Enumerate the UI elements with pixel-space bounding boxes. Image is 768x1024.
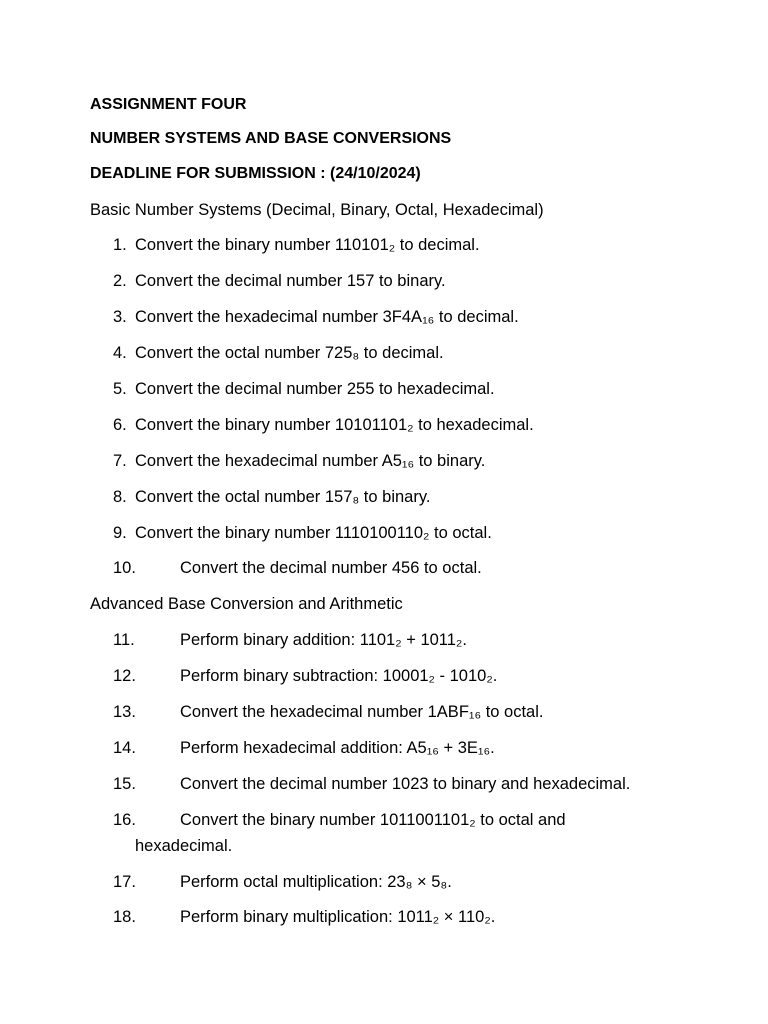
item-text: Convert the binary number 1011001101₂ to octal and: [180, 811, 566, 829]
item-text: Convert the hexadecimal number 3F4A₁₆ to decimal.: [135, 308, 519, 326]
item-number: 1.: [113, 236, 127, 254]
item-number: 10.: [113, 559, 136, 577]
item-number: 6.: [113, 416, 127, 434]
item-number: 13.: [113, 703, 136, 721]
item-text: Perform hexadecimal addition: A5₁₆ + 3E₁₆.: [180, 739, 495, 757]
item-text: Convert the decimal number 157 to binary.: [135, 272, 446, 290]
assignment-subtitle: NUMBER SYSTEMS AND BASE CONVERSIONS: [90, 130, 452, 147]
item-number: 4.: [113, 344, 127, 362]
item-number: 5.: [113, 380, 127, 398]
assignment-title: ASSIGNMENT FOUR: [90, 96, 247, 113]
item-number: 15.: [113, 775, 136, 793]
item-text: Convert the binary number 110101₂ to decimal.: [135, 236, 480, 254]
item-number: 17.: [113, 873, 136, 891]
item-text: Perform binary addition: 1101₂ + 1011₂.: [180, 631, 467, 649]
item-number: 14.: [113, 739, 136, 757]
item-text: Convert the hexadecimal number 1ABF₁₆ to octal.: [180, 703, 544, 721]
deadline-line: DEADLINE FOR SUBMISSION : (24/10/2024): [90, 165, 421, 182]
item-number: 2.: [113, 272, 127, 290]
item-number: 18.: [113, 908, 136, 926]
item-text: Convert the octal number 725₈ to decimal.: [135, 344, 444, 362]
item-text: Convert the decimal number 1023 to binary and hexadecimal.: [180, 775, 631, 793]
item-number: 7.: [113, 452, 127, 470]
item-text: Convert the decimal number 255 to hexadecimal.: [135, 380, 495, 398]
item-text: Perform binary multiplication: 1011₂ × 110₂.: [180, 908, 496, 926]
item-text: Convert the binary number 10101101₂ to hexadecimal.: [135, 416, 534, 434]
item-number: 8.: [113, 488, 127, 506]
section-heading-basic: Basic Number Systems (Decimal, Binary, Octal, Hexadecimal): [90, 201, 544, 219]
item-number: 3.: [113, 308, 127, 326]
item-text: Convert the binary number 1110100110₂ to octal.: [135, 524, 492, 542]
section-heading-advanced: Advanced Base Conversion and Arithmetic: [90, 595, 403, 613]
item-text: Convert the decimal number 456 to octal.: [180, 559, 482, 577]
item-number: 11.: [113, 631, 135, 649]
item-number: 9.: [113, 524, 127, 542]
item-number: 16.: [113, 811, 136, 829]
item-text: Convert the hexadecimal number A5₁₆ to binary.: [135, 452, 486, 470]
item-text: Perform binary subtraction: 10001₂ - 1010₂.: [180, 667, 498, 685]
item-number: 12.: [113, 667, 136, 685]
item-text: Convert the octal number 157₈ to binary.: [135, 488, 431, 506]
item-text: Perform octal multiplication: 23₈ × 5₈.: [180, 873, 452, 891]
item-text-continuation: hexadecimal.: [135, 837, 233, 855]
